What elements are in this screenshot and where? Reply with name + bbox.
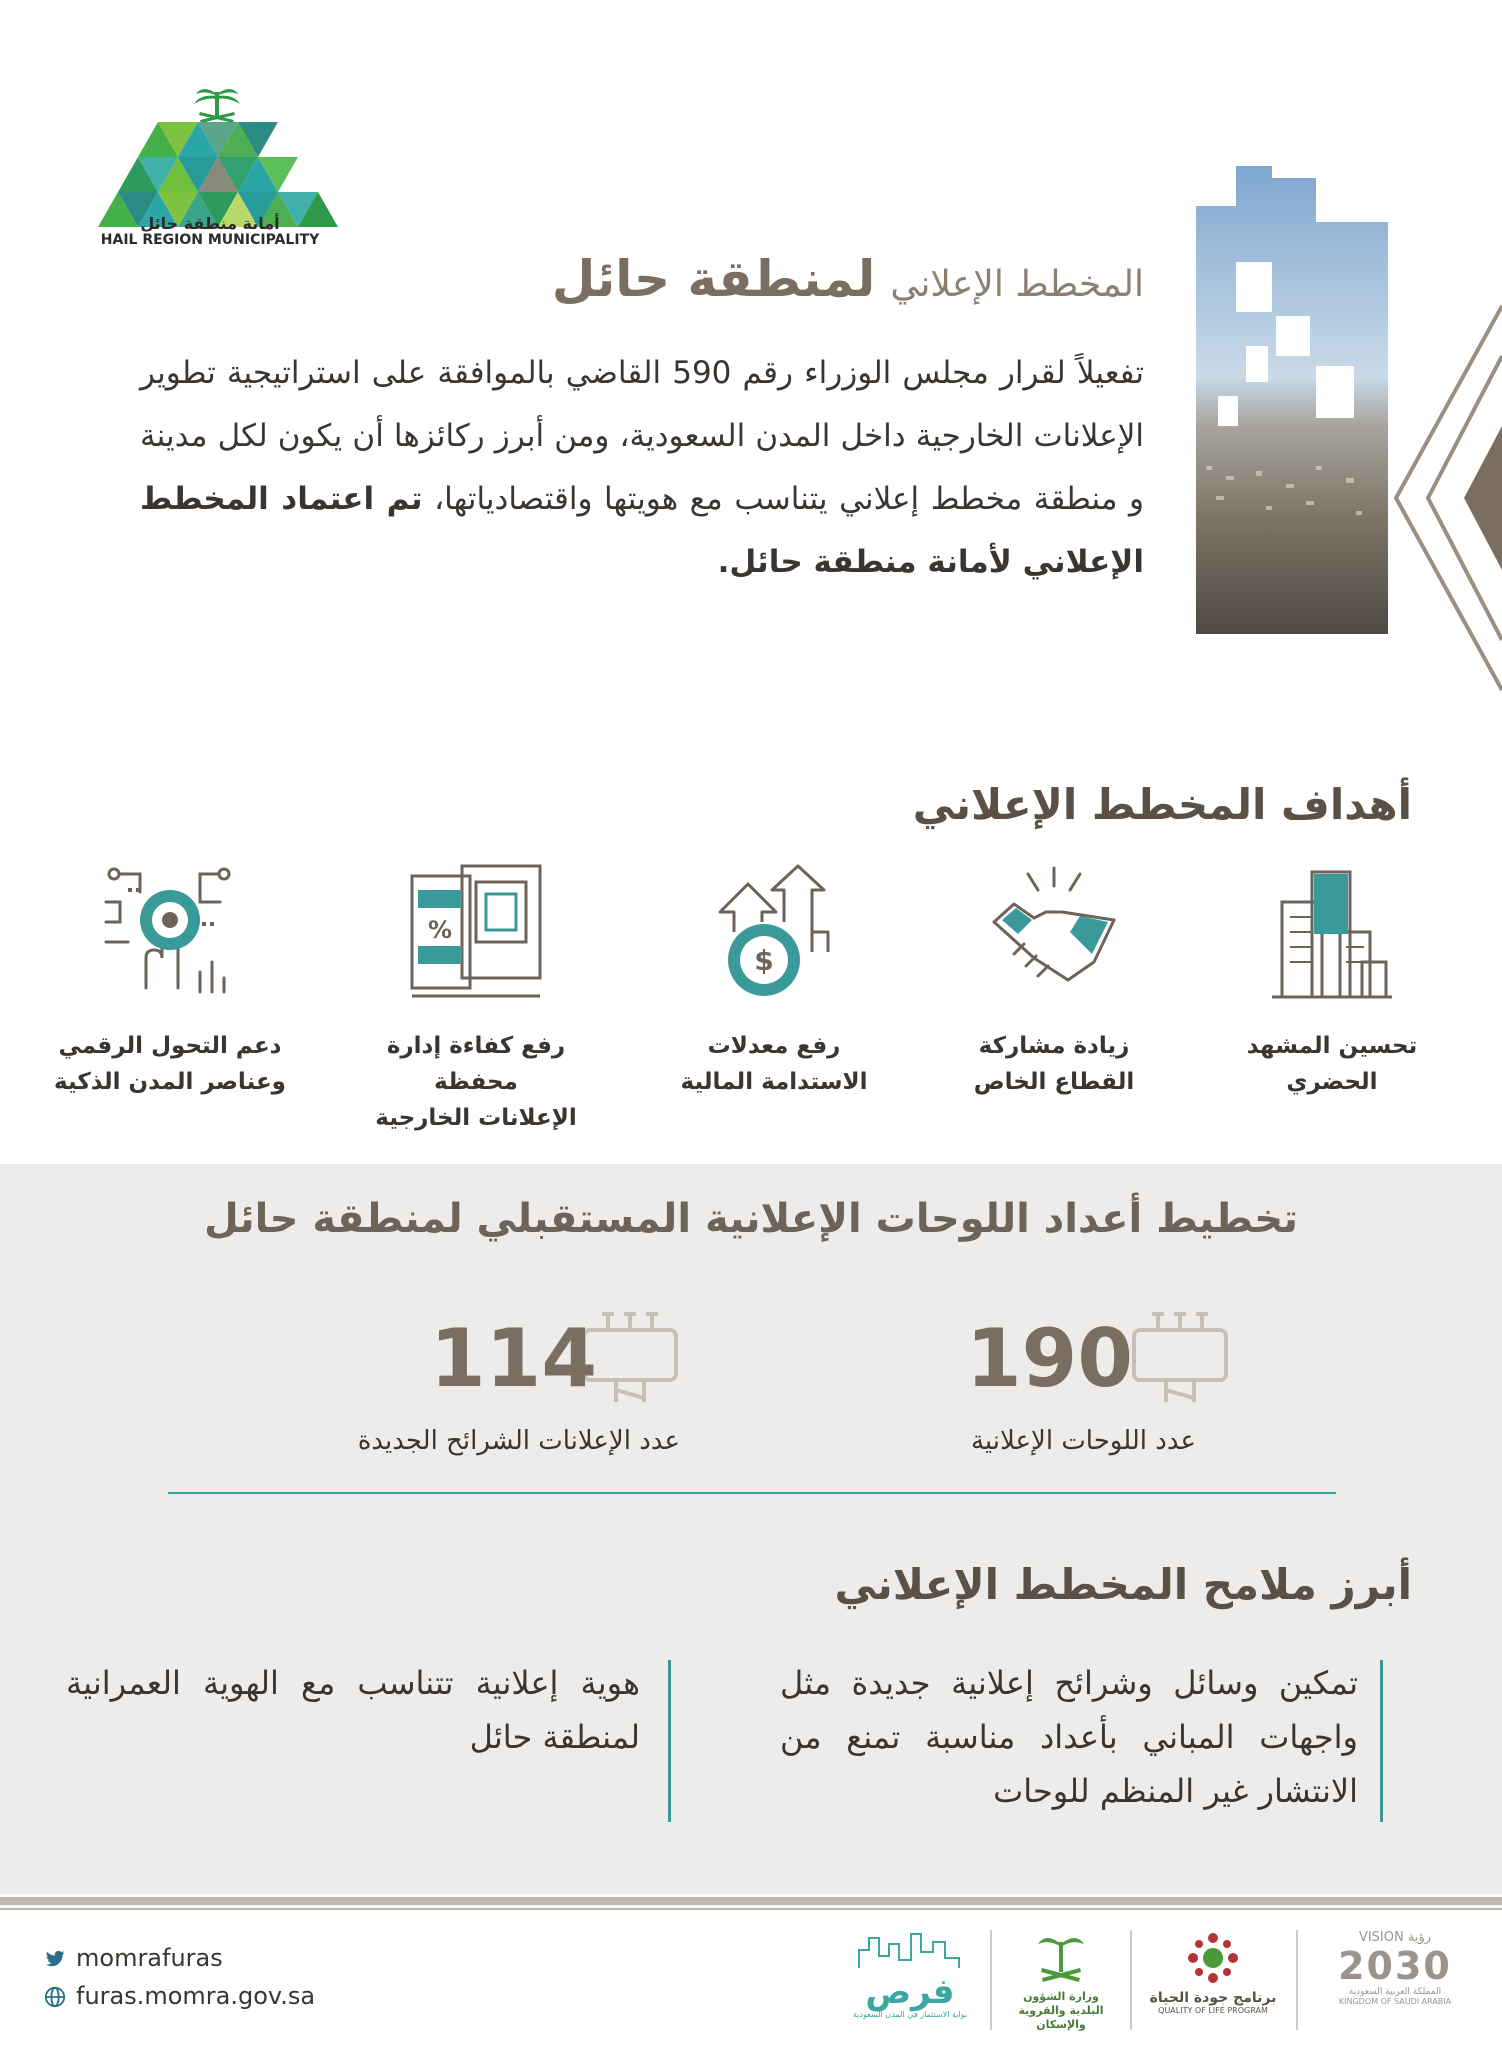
intro-paragraph [140, 342, 1144, 594]
vision-2030-logo [1320, 1930, 1470, 2006]
ministry-logo [1006, 1930, 1116, 2032]
goals-title: أهداف المخطط الإعلاني [912, 780, 1412, 829]
vision-label [1320, 1930, 1470, 1945]
goal-5-line1: دعم التحول الرقمي [58, 1033, 282, 1059]
goal-3-line1: رفع معدلات [707, 1033, 841, 1059]
website-text: furas.momra.gov.sa [76, 1982, 316, 2010]
page-title [552, 250, 1144, 308]
billboard-icon [1128, 1306, 1232, 1410]
features-title: أبرز ملامح المخطط الإعلاني [834, 1560, 1412, 1609]
twitter-icon [44, 1948, 66, 1970]
feature-2: هوية إعلانية تتناسب مع الهوية العمرانية لمنطقة حائل [66, 1664, 640, 1756]
handshake-icon [984, 862, 1124, 1002]
goal-2-line2: القطاع الخاص [973, 1069, 1135, 1095]
intro-text: تفعيلاً لقرار مجلس الوزراء رقم 590 القاضي بالموافقة على استراتيجية تطوير الإعلانات الخارجية داخل المدن السعودية، ومن أبرز ركائزها أن يكون لكل مدينة و منطقة مخطط إعلاني يتناسب مع هويتها واقتصادياتها، [140, 355, 1145, 517]
feature-bar-1 [1380, 1660, 1383, 1822]
vision-ksa-ar: المملكة العربية السعودية [1348, 1987, 1442, 1997]
stat-label-boards: عدد اللوحات الإعلانية [970, 1426, 1196, 1456]
logo-name-en: HAIL REGION MUNICIPALITY [100, 232, 320, 248]
qol-logo [1146, 1930, 1280, 2015]
svg-text:%: % [427, 916, 453, 944]
stat-value-slots: 114 [430, 1312, 597, 1405]
money-growth-icon [704, 862, 844, 1002]
furas-subtitle: بوابة الاستثمار في المدن السعودية [852, 2010, 968, 2019]
vision-ar: رؤية [1407, 1930, 1432, 1945]
section-divider [168, 1492, 1336, 1494]
furas-skyline-icon [855, 1930, 965, 1970]
goal-label-3 [644, 1028, 904, 1100]
partner-divider [1296, 1930, 1298, 2030]
intro-bold: تم اعتماد المخطط الإعلاني لأمانة منطقة حائل. [140, 481, 1144, 580]
goal-1-line2: الحضري [1286, 1069, 1378, 1095]
goal-label-1 [1202, 1028, 1462, 1100]
twitter-handle[interactable] [44, 1944, 223, 1972]
stat-value-boards: 190 [966, 1312, 1133, 1405]
goal-2-line1: زيادة مشاركة [978, 1033, 1130, 1059]
twitter-text: momrafuras [76, 1944, 223, 1972]
ministry-name: وزارة الشؤون البلدية والقروية والإسكان [1018, 1990, 1104, 2031]
qol-name-ar: برنامج جودة الحياة [1149, 1990, 1277, 2006]
globe-icon [44, 1986, 66, 2008]
goal-5-line2: وعناصر المدن الذكية [54, 1069, 286, 1095]
goal-1-line1: تحسين المشهد [1246, 1033, 1418, 1059]
vision-en: VISION [1358, 1930, 1404, 1945]
billboard-screens-icon [406, 862, 546, 1002]
title-small: المخطط الإعلاني [890, 264, 1144, 305]
footer-rule [0, 1897, 1502, 1905]
furas-name: فرص [865, 1972, 955, 2012]
vision-year: 2030 [1338, 1944, 1452, 1988]
footer-rule-thin [0, 1908, 1502, 1910]
goal-label-5 [40, 1028, 300, 1100]
planning-title: تخطيط أعداد اللوحات الإعلانية المستقبلي لمنطقة حائل [203, 1196, 1299, 1242]
goal-4-line2: الإعلانات الخارجية [375, 1105, 577, 1131]
goal-label-2 [924, 1028, 1184, 1100]
svg-text:$: $ [754, 944, 774, 977]
palm-swords-emblem-icon [1026, 1930, 1096, 1986]
logo-name-ar: أمانة منطقة حائل [140, 214, 280, 233]
qol-flower-icon [1183, 1930, 1243, 1986]
partner-divider [1130, 1930, 1132, 2030]
stat-label-slots: عدد الإعلانات الشرائح الجديدة [357, 1426, 680, 1456]
digital-touch-icon [100, 862, 240, 1002]
buildings-icon [1262, 862, 1402, 1002]
partner-divider [990, 1930, 992, 2030]
website-link[interactable] [44, 1982, 315, 2010]
hero-city-graphic [1196, 166, 1502, 766]
feature-bar-2 [668, 1660, 671, 1822]
qol-name-en: QUALITY OF LIFE PROGRAM [1158, 2006, 1268, 2015]
title-big: لمنطقة حائل [551, 250, 876, 308]
feature-1: تمكين وسائل وشرائح إعلانية جديدة مثل واجهات المباني بأعداد مناسبة تمنع من الانتشار غير المنظم للوحات [780, 1664, 1358, 1810]
furas-logo [850, 1930, 970, 2019]
vision-ksa-en: KINGDOM OF SAUDI ARABIA [1338, 1997, 1452, 2006]
goal-4-line1: رفع كفاءة إدارة محفظة [386, 1033, 566, 1095]
goal-label-4 [346, 1028, 606, 1136]
goal-3-line2: الاستدامة المالية [680, 1069, 868, 1095]
